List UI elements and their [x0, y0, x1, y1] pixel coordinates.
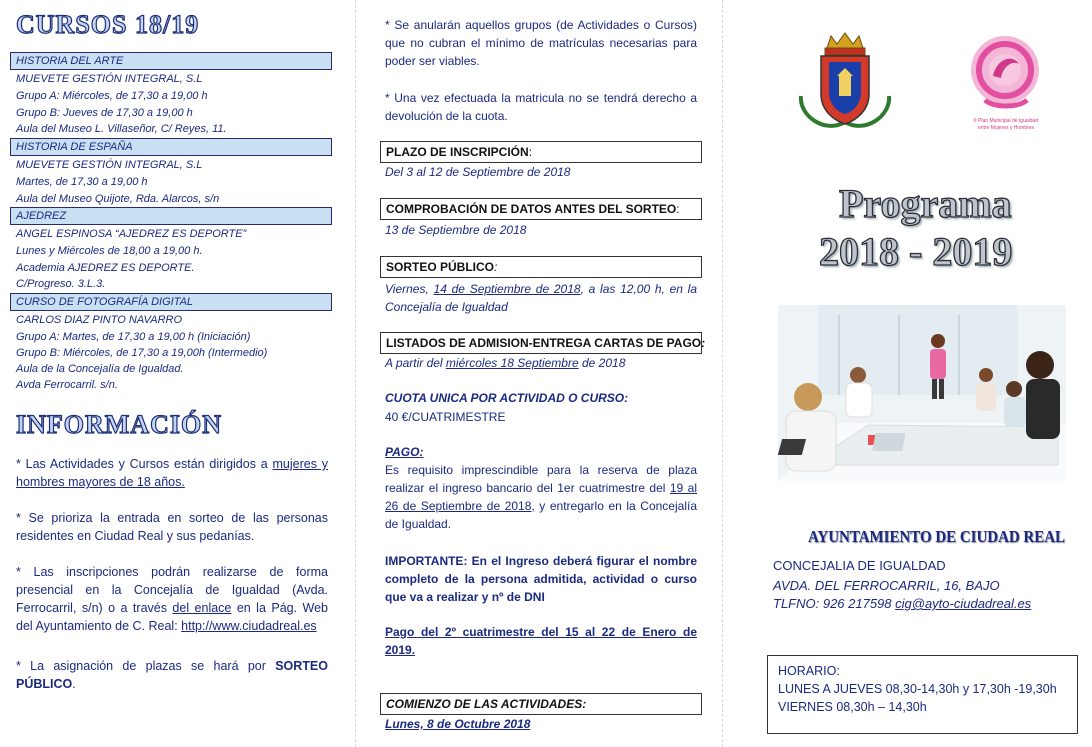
info-paragraph: * Se prioriza la entrada en sorteo de las personas residentes en Ciudad Real y sus pedanías.: [16, 511, 328, 543]
label-suffix: :: [676, 202, 680, 216]
cuota-label: CUOTA UNICA POR ACTIVIDAD O CURSO:: [385, 391, 629, 405]
igualdad-plan-logo-icon: [963, 30, 1049, 140]
horario-title: HORARIO:: [778, 664, 840, 678]
course-line: Academia AJEDREZ ES DEPORTE.: [16, 262, 195, 274]
listados-text: A partir del: [385, 356, 446, 370]
comprobacion-label: COMPROBACIÓN DE DATOS ANTES DEL SORTEO: [386, 202, 677, 216]
info-paragraph: [16, 455, 328, 491]
phone-email-line: [773, 596, 1031, 611]
importante-body: : En el Ingreso deberá figurar el nombre completo de la persona admitida, actividad o curso que va a realizar y nº de DNI: [385, 554, 697, 604]
course-line: Grupo B: Miércoles, de 17,30 a 19,00h (Intermedio): [16, 347, 268, 359]
sorteo-text: Viernes,: [385, 282, 434, 296]
horario-box: [767, 655, 1078, 734]
sorteo-text: , a las 12,00 h, en la Concejalía de Igualdad: [385, 282, 697, 314]
plazo-value: Del 3 al 12 de Septiembre de 2018: [385, 165, 571, 179]
ayuntamiento-heading: AYUNTAMIENTO DE CIUDAD REAL: [808, 527, 1065, 546]
listados-box: [380, 332, 706, 354]
city-crest-icon: [797, 30, 893, 138]
left-panel: [0, 0, 345, 747]
course-line: Martes, de 17,30 a 19,00 h: [16, 176, 148, 188]
concejalia-line: CONCEJALIA DE IGUALDAD: [773, 558, 946, 573]
listados-label: LISTADOS DE ADMISION-ENTREGA CARTAS DE PAGO: [386, 336, 702, 350]
enlace-link[interactable]: del enlace: [172, 601, 232, 615]
pago-date: 19 al 26 de Septiembre de 2018,: [385, 481, 697, 513]
listados-text: de 2018: [578, 356, 626, 370]
course-line: Aula del Museo L. Villaseñor, C/ Reyes, 11.: [16, 123, 227, 135]
info-underlined: mujeres y hombres mayores de 18 años.: [16, 457, 328, 489]
sorteo-value: [385, 280, 697, 316]
note-anulacion: * Se anularán aquellos grupos (de Actividades o Cursos) que no cubran el mínimo de matrículas necesarias para poder ser viables.: [385, 18, 697, 68]
info-text: en la Pág. Web del Ayuntamiento de C. Real:: [16, 601, 328, 633]
course-line: Avda Ferrocarril. s/n.: [16, 379, 118, 391]
informacion-title: INFORMACIÓN: [16, 410, 222, 439]
course-header-historia-arte: HISTORIA DEL ARTE: [10, 52, 332, 70]
label-suffix: :: [528, 145, 533, 159]
plazo-box: [380, 141, 702, 163]
course-line: Lunes y Miércoles de 18,00 a 19,00 h.: [16, 245, 203, 257]
sorteo-label: SORTEO PÚBLICO: [386, 260, 495, 274]
label-suffix: :: [494, 260, 498, 274]
importante-text: [385, 552, 697, 606]
sorteo-date: 14 de Septiembre de 2018: [433, 282, 581, 296]
info-paragraph: [16, 563, 328, 635]
course-line: Grupo B: Jueves de 17,30 a 19,00 h: [16, 107, 193, 119]
pago-label: PAGO:: [385, 445, 424, 459]
fold-line: [355, 0, 356, 747]
course-line: C/Progreso. 3.L.3.: [16, 278, 106, 290]
office-meeting-photo: [778, 305, 1066, 481]
programa-years: 2018 - 2019: [819, 229, 1013, 274]
info-text: .: [72, 677, 76, 691]
course-line: Grupo A: Miércoles, de 17,30 a 19,00 h: [16, 90, 208, 102]
comprobacion-box: [380, 198, 702, 220]
address-line: AVDA. DEL FERROCARRIL, 16, BAJO: [773, 578, 1000, 593]
course-line: ANGEL ESPINOSA “AJEDREZ ES DEPORTE”: [16, 228, 247, 240]
svg-text:entre Mujeres y Hombres: entre Mujeres y Hombres: [977, 125, 1035, 131]
pago-text-part: Es requisito imprescindible para la reserva de plaza realizar el ingreso bancario del 1er cuatrimestre del: [385, 463, 697, 495]
fold-line: [722, 0, 723, 747]
listados-date: miércoles 18 Septiembre: [445, 356, 579, 370]
sorteo-box: [380, 256, 702, 278]
info-text: * La asignación de plazas se hará por: [16, 659, 276, 673]
course-header-historia-espana: HISTORIA DE ESPAÑA: [10, 138, 332, 156]
course-line: MUEVETE GESTIÓN INTEGRAL, S.L: [16, 159, 203, 171]
course-line: Aula del Museo Quijote, Rda. Alarcos, s/n: [16, 193, 220, 205]
pago-segundo: Pago del 2º cuatrimestre del 15 al 22 de Enero de 2019.: [385, 625, 697, 657]
email-link[interactable]: cig@ayto-ciudadreal.es: [895, 596, 1032, 611]
info-text: * Las inscripciones podrán realizarse de forma presencial en la Concejalía de Igualdad (Avda. Ferrocarril, s/n) o a través: [16, 565, 328, 615]
cursos-title: CURSOS 18/19: [16, 10, 200, 39]
phone-text: TLFNO: 926 217598: [773, 596, 896, 611]
importante-label: IMPORTANTE: [385, 554, 464, 568]
label-suffix: :: [701, 336, 706, 350]
info-text: * Las Actividades y Cursos están dirigidos a: [16, 457, 273, 471]
course-header-fotografia: CURSO DE FOTOGRAFÍA DIGITAL: [10, 293, 332, 311]
website-link[interactable]: http://www.ciudadreal.es: [181, 619, 317, 633]
info-bold: SORTEO PÚBLICO: [16, 659, 328, 691]
svg-text:II Plan Municipal de Igualdad: II Plan Municipal de Igualdad: [973, 118, 1039, 124]
programa-title: Programa: [839, 181, 1012, 226]
right-panel: [735, 0, 1092, 747]
course-line: Grupo A: Martes, de 17,30 a 19,00 h (Iniciación): [16, 331, 251, 343]
note-devolucion: * Una vez efectuada la matricula no se tendrá derecho a devolución de la cuota.: [385, 91, 697, 123]
horario-line: LUNES A JUEVES 08,30-14,30h y 17,30h -19,30h: [778, 682, 1057, 696]
course-line: Aula de la Concejalía de Igualdad.: [16, 363, 184, 375]
comprobacion-value: 13 de Septiembre de 2018: [385, 223, 527, 237]
listados-value: [385, 356, 625, 370]
course-line: MUEVETE GESTIÓN INTEGRAL, S.L: [16, 73, 203, 85]
plazo-label: PLAZO DE INSCRIPCIÓN: [386, 145, 529, 159]
pago-text-part: y entregarlo en la Concejalía de Igualdad.: [385, 499, 697, 531]
middle-panel: [365, 0, 710, 747]
course-header-ajedrez: AJEDREZ: [10, 207, 332, 225]
course-line: CARLOS DIAZ PINTO NAVARRO: [16, 314, 183, 326]
comienzo-value: Lunes, 8 de Octubre 2018: [385, 717, 531, 731]
info-paragraph: [16, 657, 328, 693]
horario-line: VIERNES 08,30h – 14,30h: [778, 700, 927, 714]
cuota-value: 40 €/CUATRIMESTRE: [385, 410, 506, 424]
comienzo-box: COMIENZO DE LAS ACTIVIDADES:: [380, 693, 702, 715]
pago-text: [385, 461, 697, 533]
